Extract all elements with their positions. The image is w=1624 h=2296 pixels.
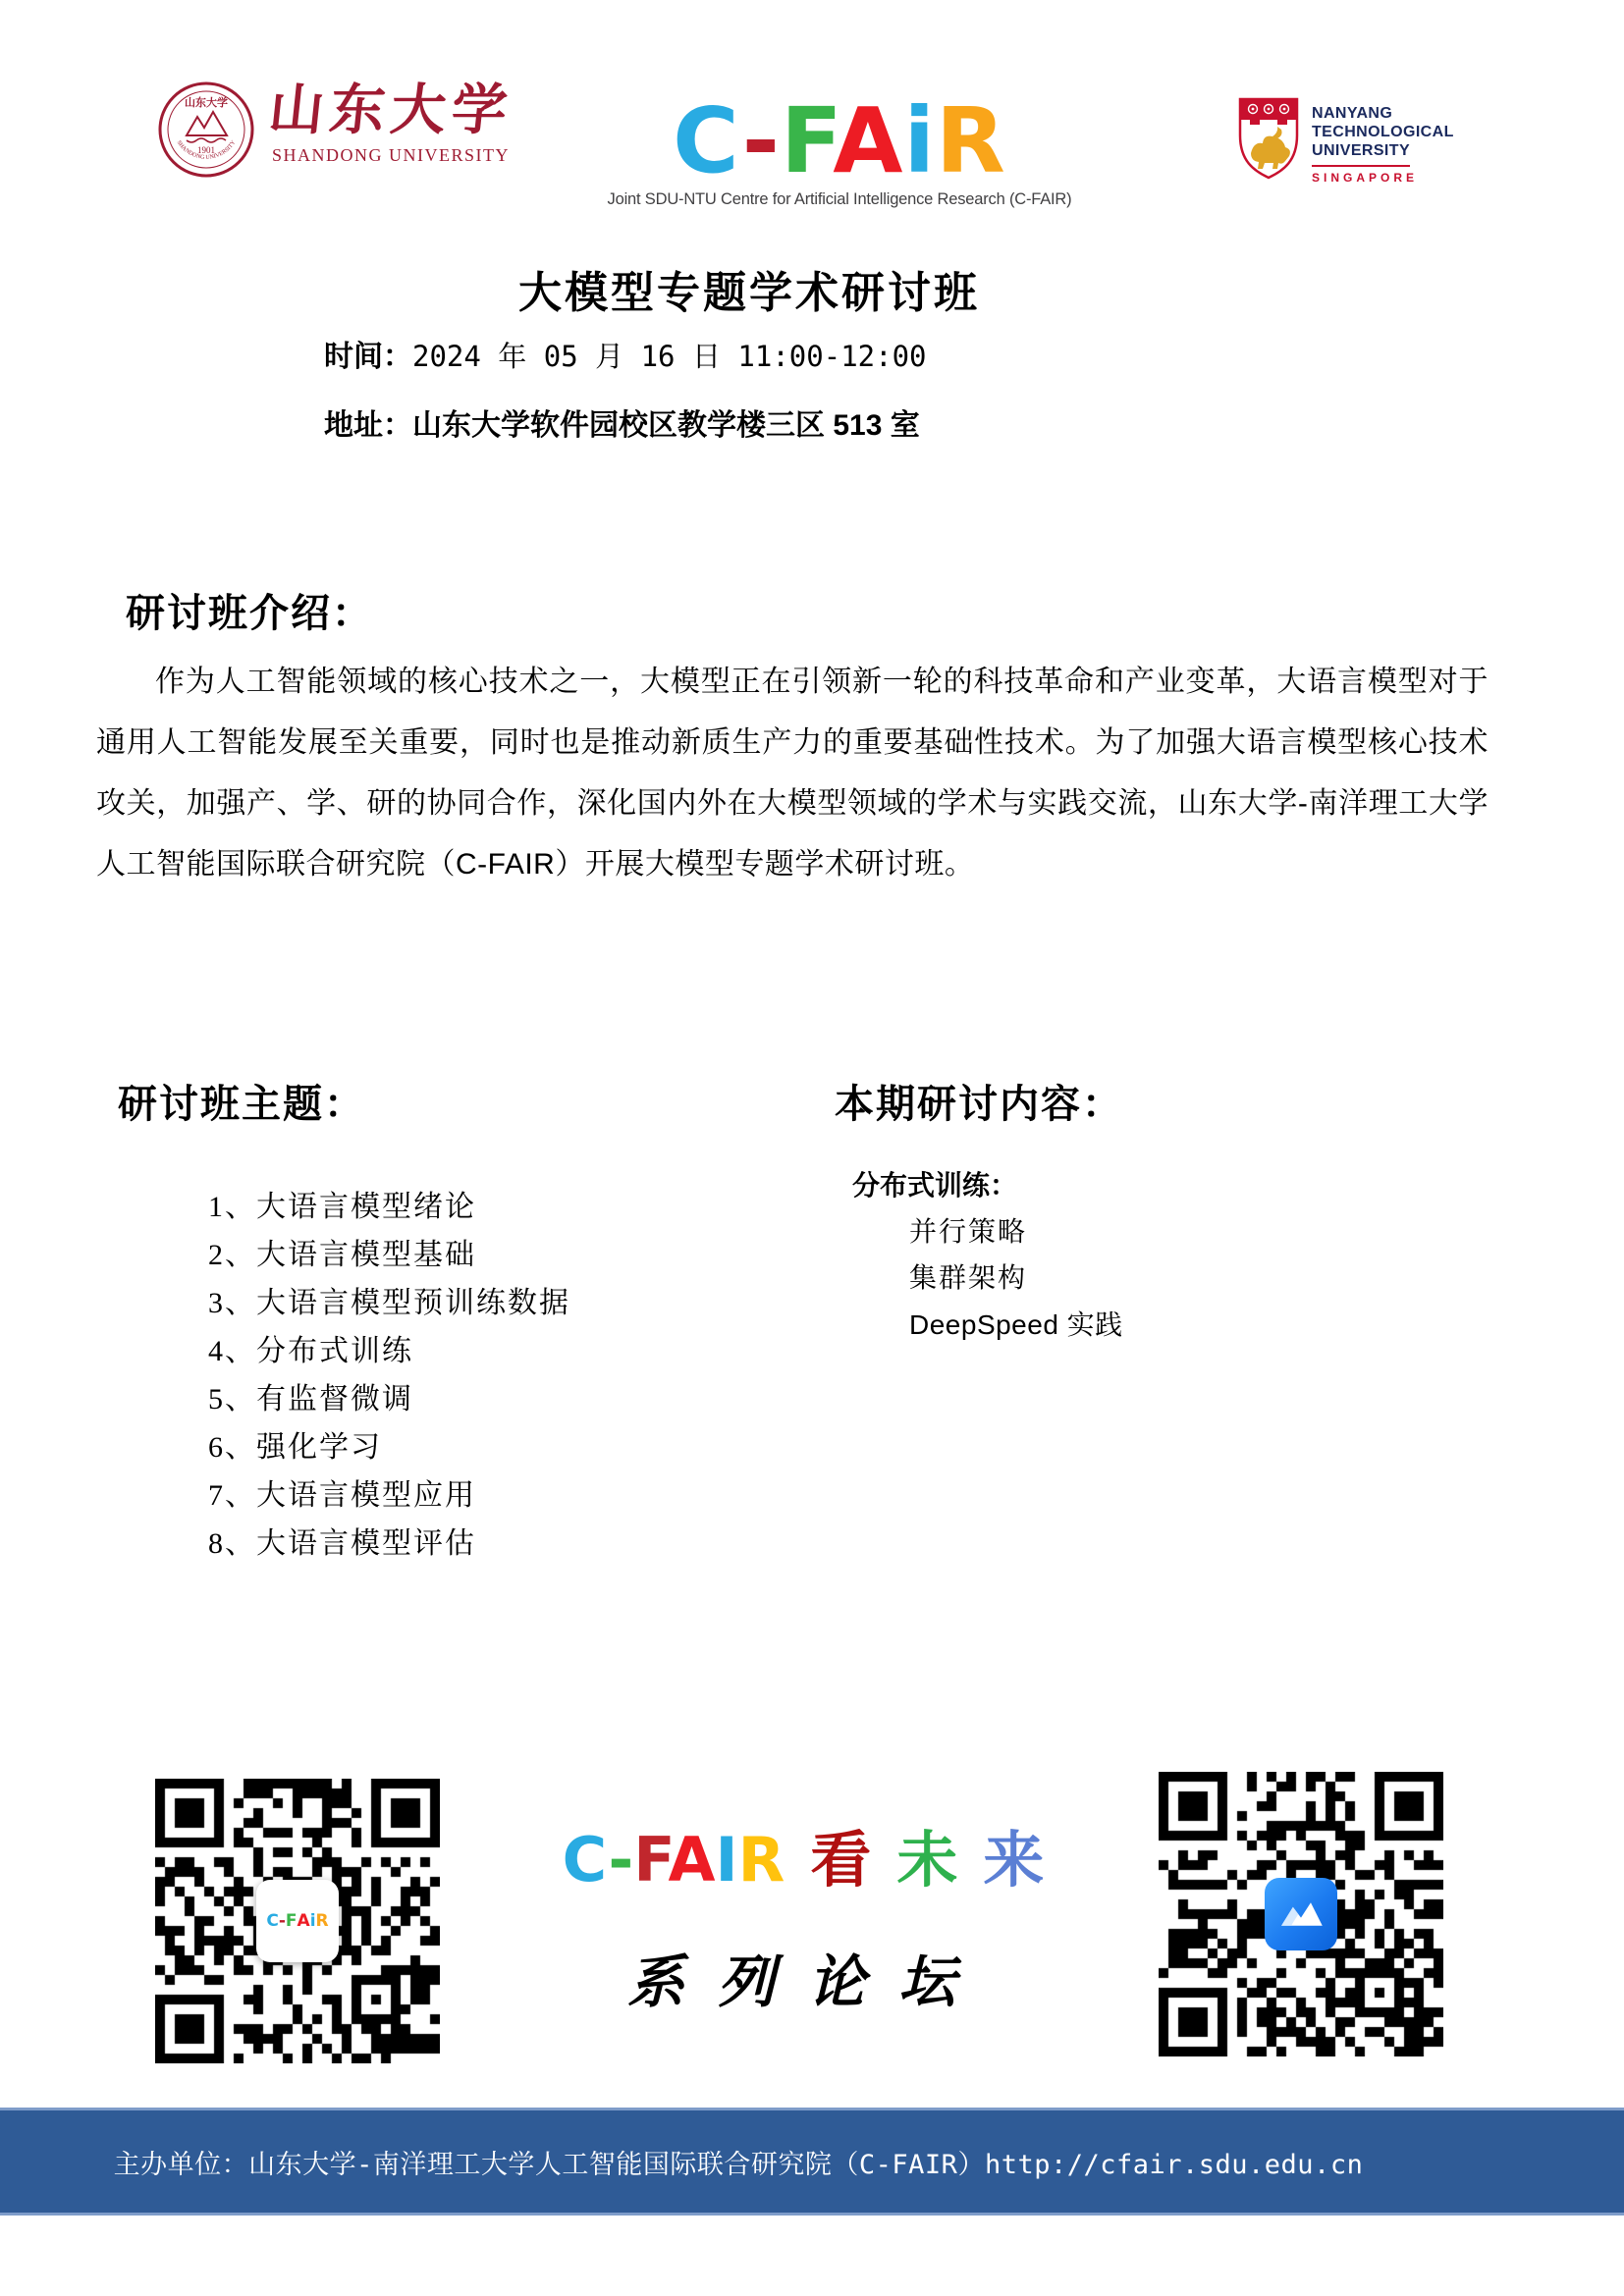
topic-item: 6、强化学习 — [208, 1431, 382, 1464]
session-item: 并行策略 — [909, 1217, 1028, 1248]
sdu-name-calligraphy: 山东大学 — [265, 80, 516, 141]
topic-item: 7、大语言模型应用 — [208, 1479, 476, 1512]
footer-organizer-text: 主办单位：山东大学-南洋理工大学人工智能国际联合研究院（C-FAIR） — [113, 2149, 985, 2180]
session-item: 集群架构 — [909, 1263, 1028, 1294]
ntu-name-line2: TECHNOLOGICAL — [1312, 124, 1454, 140]
intro-paragraph: 作为人工智能领域的核心技术之一，大模型正在引领新一轮的科技革命和产业变革，大语言模型对于通用人工智能发展至关重要，同时也是推动新质生产力的重要基础性技术。为了加强大语言模型核心技术攻关，加强产、学、研的协同合作，深化国内外在大模型领域的学术与实践交流，山东大学-南洋理工大学人工智能国际联合研究院（C-FAIR）开展大模型专题学术研讨班。 — [96, 666, 1489, 881]
footer-bar — [0, 2108, 1624, 2216]
topics-heading: 研讨班主题： — [118, 1083, 365, 1126]
tencent-meeting-icon — [1265, 1878, 1337, 1950]
sdu-logo — [157, 80, 516, 179]
topics-list — [208, 1183, 570, 1568]
topic-item: 5、有监督微调 — [208, 1383, 413, 1415]
cfair-logo — [600, 88, 1079, 209]
session-subheading: 分布式训练： — [852, 1170, 1018, 1201]
ntu-divider — [1312, 165, 1410, 167]
svg-text:1901: 1901 — [197, 145, 215, 155]
sdu-seal-icon — [157, 80, 255, 179]
time-row — [324, 332, 927, 375]
footer-url-link[interactable]: http://cfair.sdu.edu.cn — [984, 2149, 1364, 2180]
address-row — [324, 400, 927, 444]
sdu-name-english: SHANDONG UNIVERSITY — [272, 145, 510, 165]
address-value: 山东大学软件园校区教学楼三区 513 室 — [412, 409, 920, 442]
svg-text:SHANDONG UNIVERSITY: SHANDONG UNIVERSITY — [175, 139, 238, 161]
topic-item: 1、大语言模型绪论 — [208, 1191, 476, 1223]
topic-item: 2、大语言模型基础 — [208, 1239, 476, 1271]
ntu-country-label: SINGAPORE — [1312, 171, 1419, 185]
time-label: 时间： — [324, 341, 412, 373]
meta-block — [324, 332, 927, 469]
ntu-name-line3: UNIVERSITY — [1312, 142, 1411, 159]
topic-item: 4、分布式训练 — [208, 1335, 413, 1367]
svg-text:山东大学: 山东大学 — [185, 97, 228, 109]
ntu-logo — [1237, 96, 1454, 185]
series-title-colored: C-FAIR 看 未 来 — [562, 1824, 1045, 1896]
intro-heading: 研讨班介绍： — [126, 592, 373, 635]
qr-code-cfair — [155, 1779, 440, 2063]
session-item: DeepSpeed 实践 — [909, 1309, 1123, 1340]
address-label: 地址： — [324, 409, 412, 442]
cfair-wordmark: C-FAiR — [673, 88, 1006, 193]
qr-code-meeting — [1159, 1772, 1443, 2056]
time-value: 2024 年 05 月 16 日 11:00-12:00 — [412, 340, 927, 373]
cfair-subtitle: Joint SDU-NTU Centre for Artificial Intelligence Research (C-FAIR) — [607, 189, 1072, 208]
cfair-qr-logo: C - F A i R — [256, 1880, 339, 1962]
topic-item: 8、大语言模型评估 — [208, 1527, 476, 1560]
topic-item: 3、大语言模型预训练数据 — [208, 1287, 570, 1319]
series-subtitle-calligraphy: 系列论坛 — [626, 1950, 990, 2014]
ntu-name-line1: NANYANG — [1312, 105, 1393, 122]
session-items — [909, 1209, 1123, 1348]
ntu-shield-icon — [1237, 96, 1300, 181]
session-heading: 本期研讨内容： — [835, 1083, 1123, 1126]
page-title: 大模型专题学术研讨班 — [518, 269, 980, 317]
